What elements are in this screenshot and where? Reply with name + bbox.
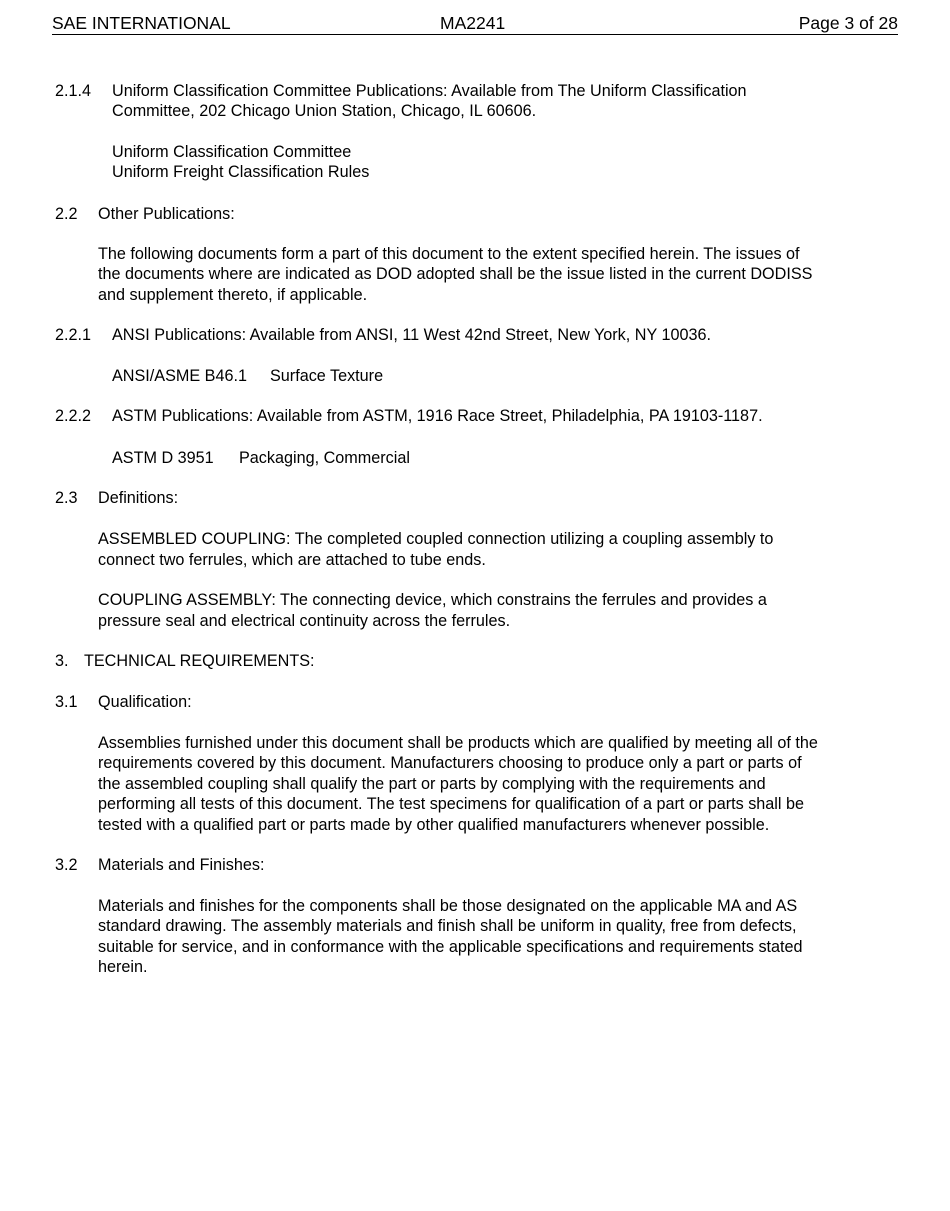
section-3-2-line-2: standard drawing. The assembly materials and finish shall be uniform in quality, free from defects, bbox=[98, 917, 797, 935]
section-2-2-1-item-code: ANSI/ASME B46.1 bbox=[112, 367, 247, 385]
section-number-2-2-2: 2.2.2 bbox=[55, 407, 92, 425]
header-organization: SAE INTERNATIONAL bbox=[52, 13, 231, 33]
section-3-2-line-3: suitable for service, and in conformance with the applicable specifications and requirements stated bbox=[98, 938, 803, 956]
section-2-2-2-text: ASTM Publications: Available from ASTM, 1916 Race Street, Philadelphia, PA 19103-1187. bbox=[112, 407, 763, 425]
section-2-2-1-text: ANSI Publications: Available from ANSI, 11 West 42nd Street, New York, NY 10036. bbox=[112, 326, 711, 344]
section-3-title: TECHNICAL REQUIREMENTS: bbox=[84, 652, 315, 670]
header-document-id: MA2241 bbox=[440, 13, 506, 33]
section-number-2-1-4: 2.1.4 bbox=[55, 82, 92, 100]
section-number-2-3: 2.3 bbox=[55, 489, 78, 507]
section-2-2-title: Other Publications: bbox=[98, 205, 235, 223]
section-3-2-line-1: Materials and finishes for the components shall be those designated on the applicable MA and AS bbox=[98, 897, 798, 915]
section-number-2-2: 2.2 bbox=[55, 205, 78, 223]
definition-coupling-assembly-line-1: COUPLING ASSEMBLY: The connecting device, which constrains the ferrules and provides a bbox=[98, 591, 767, 609]
section-2-3-title: Definitions: bbox=[98, 489, 179, 507]
section-number-2-2-1: 2.2.1 bbox=[55, 326, 92, 344]
section-2-1-4-item-1: Uniform Classification Committee bbox=[112, 143, 352, 161]
section-3-1-line-1: Assemblies furnished under this document shall be products which are qualified by meeting all of the bbox=[98, 734, 818, 752]
definition-coupling-assembly-line-2: pressure seal and electrical continuity across the ferrules. bbox=[98, 612, 511, 630]
header-page-number: Page 3 of 28 bbox=[798, 13, 898, 33]
section-2-2-line-2: the documents where are indicated as DOD adopted shall be the issue listed in the current DODISS bbox=[98, 265, 813, 283]
section-2-2-line-3: and supplement thereto, if applicable. bbox=[98, 286, 368, 304]
page-header bbox=[52, 13, 898, 35]
section-2-1-4-item-2: Uniform Freight Classification Rules bbox=[112, 163, 370, 181]
section-2-1-4-line-2: Committee, 202 Chicago Union Station, Chicago, IL 60606. bbox=[112, 102, 537, 120]
section-3-1-title: Qualification: bbox=[98, 693, 192, 711]
section-number-3-1: 3.1 bbox=[55, 693, 78, 711]
section-3-1-line-2: requirements covered by this document. Manufacturers choosing to produce only a part or parts of bbox=[98, 754, 802, 772]
section-3-2-line-4: herein. bbox=[98, 958, 148, 976]
section-3-1-line-5: tested with a qualified part or parts made by other qualified manufacturers whenever possible. bbox=[98, 816, 770, 834]
section-3-1-line-3: the assembled coupling shall qualify the part or parts by complying with the requirements and bbox=[98, 775, 766, 793]
definition-assembled-coupling-line-2: connect two ferrules, which are attached to tube ends. bbox=[98, 551, 486, 569]
section-2-2-1-item-title: Surface Texture bbox=[270, 367, 384, 385]
section-number-3: 3. bbox=[55, 652, 69, 670]
section-2-1-4-line-1: Uniform Classification Committee Publications: Available from The Uniform Classification bbox=[112, 82, 747, 100]
section-2-2-2-item-code: ASTM D 3951 bbox=[112, 449, 214, 467]
section-2-2-line-1: The following documents form a part of this document to the extent specified herein. The issues of bbox=[98, 245, 800, 263]
section-number-3-2: 3.2 bbox=[55, 856, 78, 874]
section-3-2-title: Materials and Finishes: bbox=[98, 856, 265, 874]
definition-assembled-coupling-line-1: ASSEMBLED COUPLING: The completed coupled connection utilizing a coupling assembly to bbox=[98, 530, 774, 548]
section-3-1-line-4: performing all tests of this document. The test specimens for qualification of a part or parts shall be bbox=[98, 795, 805, 813]
section-2-2-2-item-title: Packaging, Commercial bbox=[239, 449, 410, 467]
